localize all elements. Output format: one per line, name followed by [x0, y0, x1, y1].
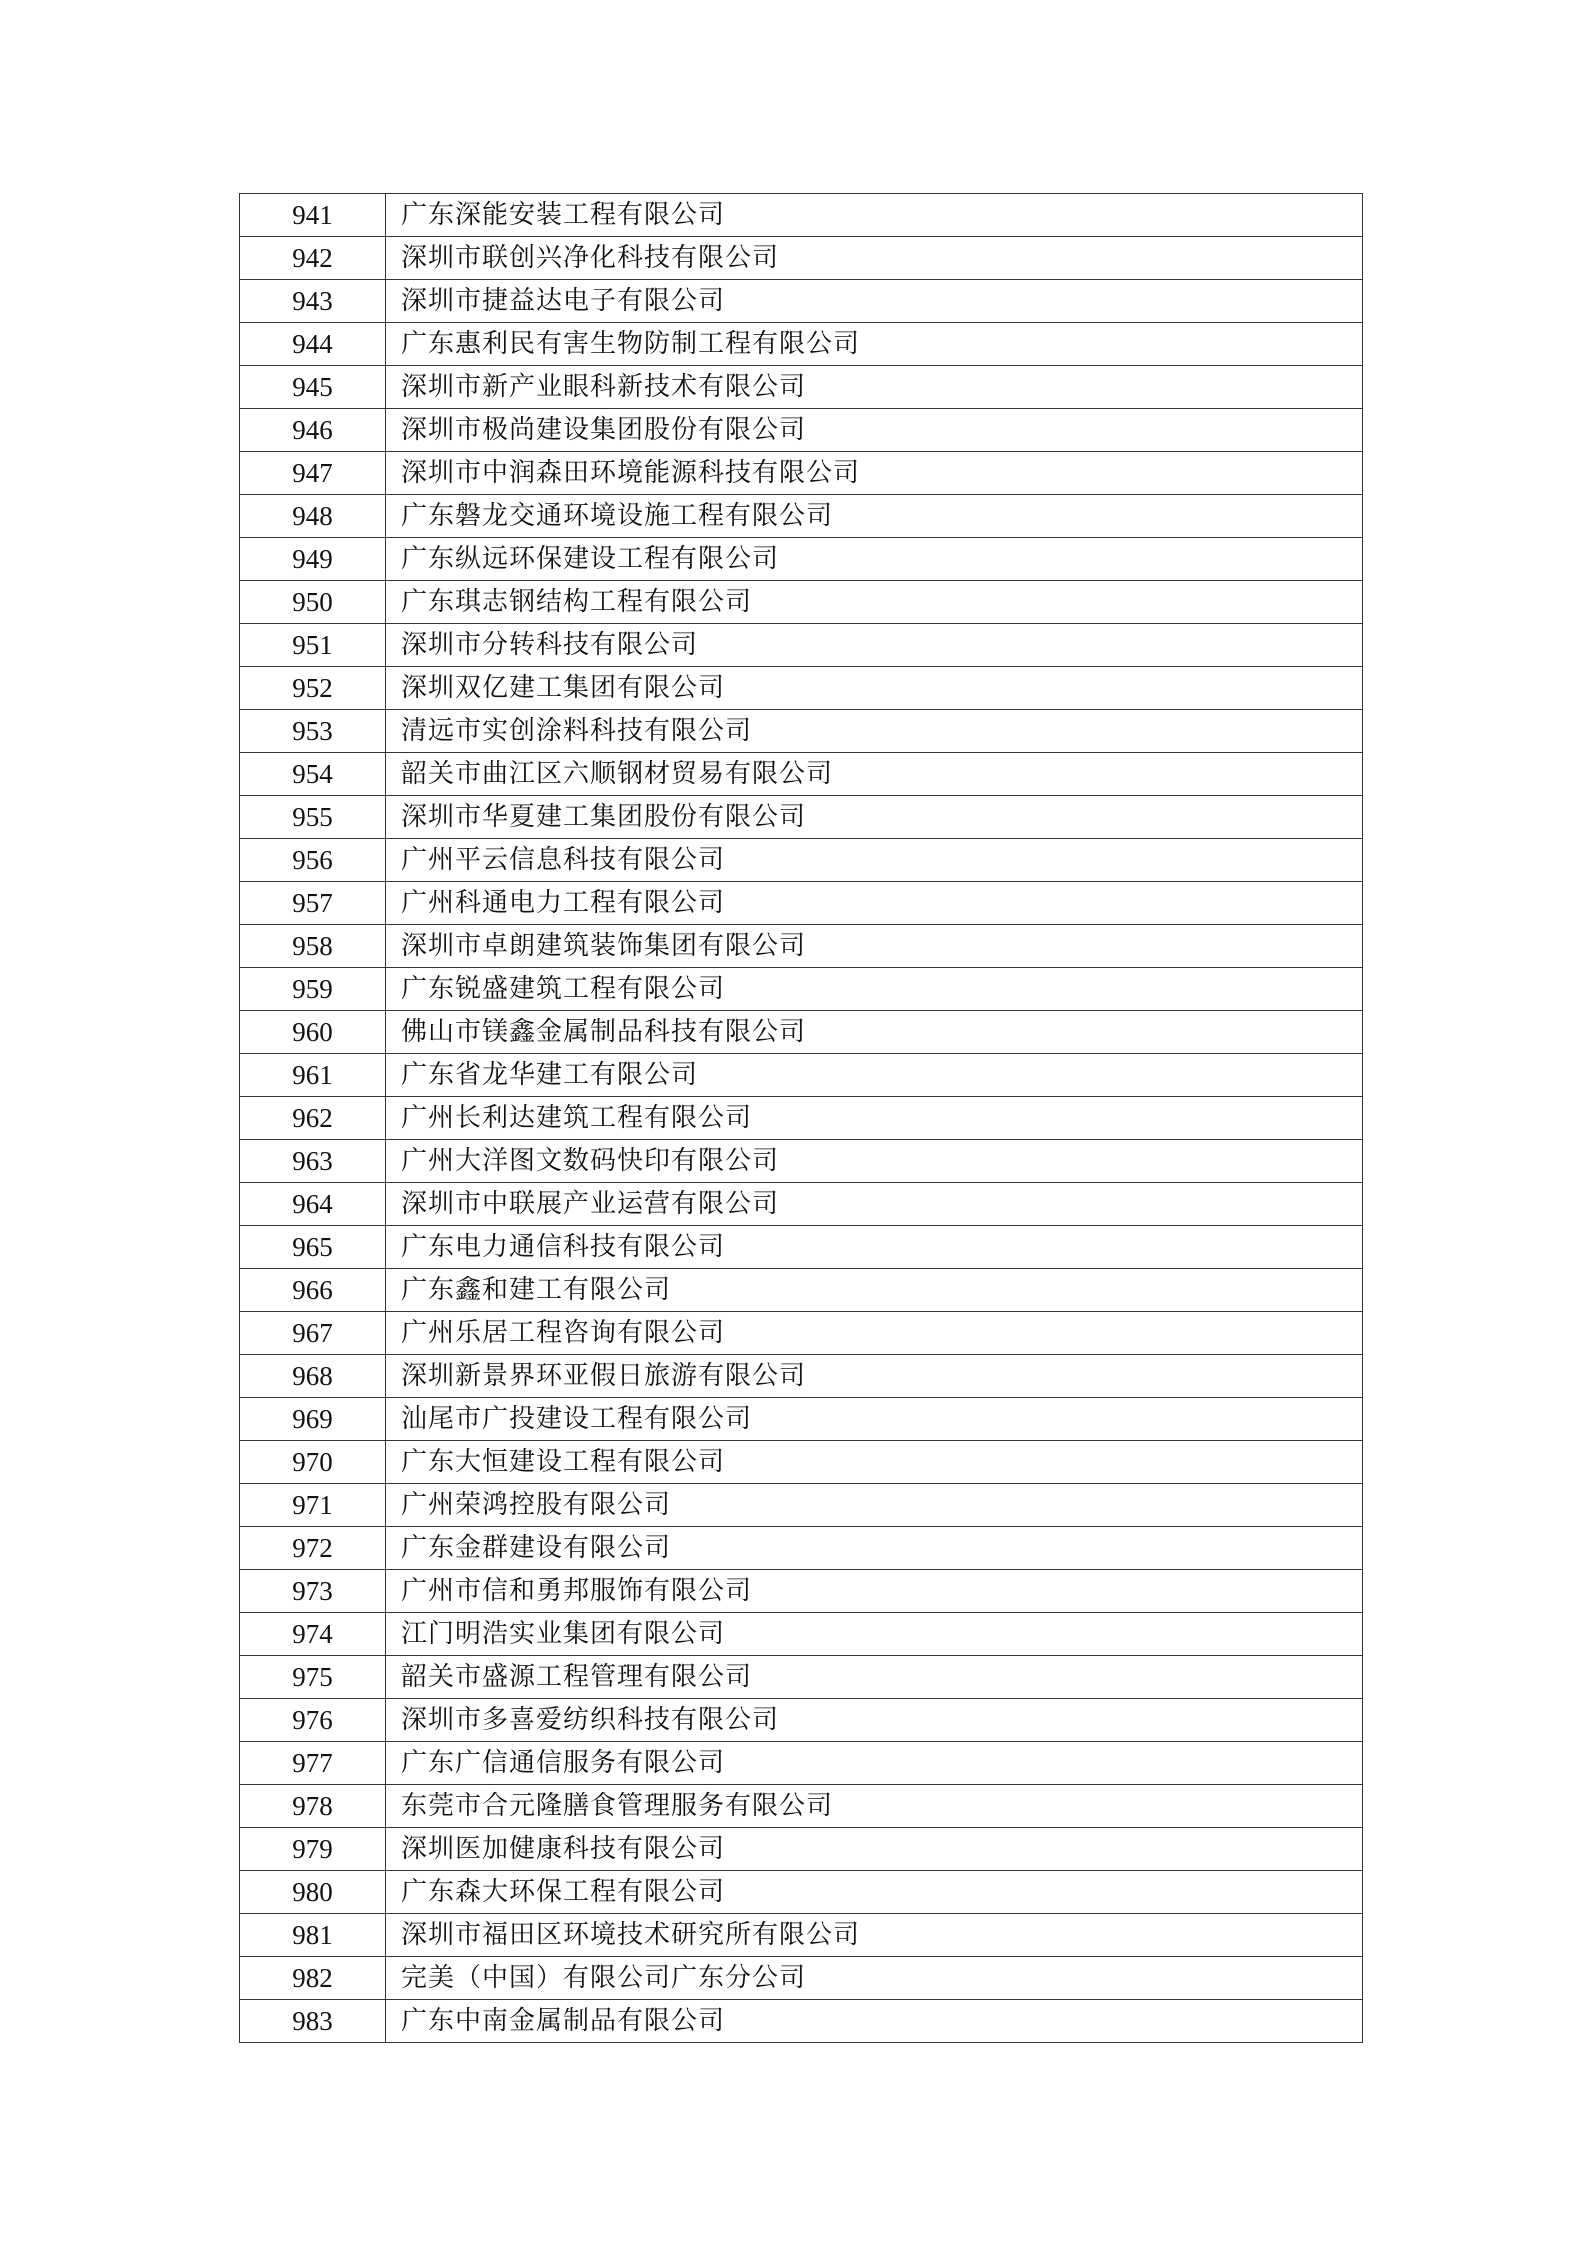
company-name: 广州长利达建筑工程有限公司 — [386, 1097, 1363, 1140]
table-row — [240, 1613, 1363, 1656]
row-number: 952 — [240, 667, 386, 710]
table-row — [240, 237, 1363, 280]
table-row — [240, 1957, 1363, 2000]
row-number: 978 — [240, 1785, 386, 1828]
company-name: 广东琪志钢结构工程有限公司 — [386, 581, 1363, 624]
company-name: 广东纵远环保建设工程有限公司 — [386, 538, 1363, 581]
row-number: 951 — [240, 624, 386, 667]
company-name: 深圳市卓朗建筑装饰集团有限公司 — [386, 925, 1363, 968]
table-row — [240, 624, 1363, 667]
table-row — [240, 1226, 1363, 1269]
table-row — [240, 1140, 1363, 1183]
company-name: 广东省龙华建工有限公司 — [386, 1054, 1363, 1097]
row-number: 963 — [240, 1140, 386, 1183]
table-row — [240, 1570, 1363, 1613]
company-name: 广州平云信息科技有限公司 — [386, 839, 1363, 882]
row-number: 964 — [240, 1183, 386, 1226]
company-name: 广东森大环保工程有限公司 — [386, 1871, 1363, 1914]
company-name: 江门明浩实业集团有限公司 — [386, 1613, 1363, 1656]
table-row — [240, 2000, 1363, 2043]
company-name: 深圳市多喜爱纺织科技有限公司 — [386, 1699, 1363, 1742]
row-number: 968 — [240, 1355, 386, 1398]
company-name: 深圳市华夏建工集团股份有限公司 — [386, 796, 1363, 839]
table-row — [240, 796, 1363, 839]
row-number: 966 — [240, 1269, 386, 1312]
company-name: 清远市实创涂料科技有限公司 — [386, 710, 1363, 753]
table-row — [240, 710, 1363, 753]
row-number: 946 — [240, 409, 386, 452]
row-number: 982 — [240, 1957, 386, 2000]
company-name: 广东中南金属制品有限公司 — [386, 2000, 1363, 2043]
company-name: 韶关市盛源工程管理有限公司 — [386, 1656, 1363, 1699]
row-number: 953 — [240, 710, 386, 753]
row-number: 976 — [240, 1699, 386, 1742]
table-row — [240, 667, 1363, 710]
company-name: 广东大恒建设工程有限公司 — [386, 1441, 1363, 1484]
row-number: 947 — [240, 452, 386, 495]
table-row — [240, 1699, 1363, 1742]
row-number: 979 — [240, 1828, 386, 1871]
table-row — [240, 366, 1363, 409]
row-number: 961 — [240, 1054, 386, 1097]
company-name: 深圳市新产业眼科新技术有限公司 — [386, 366, 1363, 409]
table-row — [240, 1097, 1363, 1140]
company-name: 广州大洋图文数码快印有限公司 — [386, 1140, 1363, 1183]
table-row — [240, 1398, 1363, 1441]
row-number: 973 — [240, 1570, 386, 1613]
company-name: 广东广信通信服务有限公司 — [386, 1742, 1363, 1785]
table-row — [240, 839, 1363, 882]
table-row — [240, 1355, 1363, 1398]
table-row — [240, 1054, 1363, 1097]
row-number: 980 — [240, 1871, 386, 1914]
row-number: 954 — [240, 753, 386, 796]
company-name: 完美（中国）有限公司广东分公司 — [386, 1957, 1363, 2000]
table-row — [240, 1484, 1363, 1527]
company-name: 深圳双亿建工集团有限公司 — [386, 667, 1363, 710]
row-number: 962 — [240, 1097, 386, 1140]
company-name: 佛山市镁鑫金属制品科技有限公司 — [386, 1011, 1363, 1054]
company-name: 深圳市中润森田环境能源科技有限公司 — [386, 452, 1363, 495]
company-name: 汕尾市广投建设工程有限公司 — [386, 1398, 1363, 1441]
table-row — [240, 1441, 1363, 1484]
table-row — [240, 1527, 1363, 1570]
table-row — [240, 753, 1363, 796]
table-row — [240, 1742, 1363, 1785]
table-row — [240, 538, 1363, 581]
table-row — [240, 1828, 1363, 1871]
company-name: 深圳市极尚建设集团股份有限公司 — [386, 409, 1363, 452]
company-name: 广东深能安装工程有限公司 — [386, 194, 1363, 237]
table-row — [240, 581, 1363, 624]
company-name: 深圳市福田区环境技术研究所有限公司 — [386, 1914, 1363, 1957]
company-name: 广州市信和勇邦服饰有限公司 — [386, 1570, 1363, 1613]
table-row — [240, 280, 1363, 323]
row-number: 970 — [240, 1441, 386, 1484]
table-row — [240, 495, 1363, 538]
row-number: 967 — [240, 1312, 386, 1355]
table-row — [240, 409, 1363, 452]
company-name: 广州荣鸿控股有限公司 — [386, 1484, 1363, 1527]
table-body — [240, 194, 1363, 2043]
row-number: 975 — [240, 1656, 386, 1699]
row-number: 965 — [240, 1226, 386, 1269]
row-number: 972 — [240, 1527, 386, 1570]
table-row — [240, 323, 1363, 366]
table-row — [240, 1011, 1363, 1054]
table-row — [240, 882, 1363, 925]
table-row — [240, 1656, 1363, 1699]
row-number: 960 — [240, 1011, 386, 1054]
company-name: 广东惠利民有害生物防制工程有限公司 — [386, 323, 1363, 366]
table-row — [240, 925, 1363, 968]
company-name: 广州乐居工程咨询有限公司 — [386, 1312, 1363, 1355]
row-number: 955 — [240, 796, 386, 839]
row-number: 957 — [240, 882, 386, 925]
row-number: 956 — [240, 839, 386, 882]
row-number: 983 — [240, 2000, 386, 2043]
table-row — [240, 1871, 1363, 1914]
row-number: 969 — [240, 1398, 386, 1441]
row-number: 974 — [240, 1613, 386, 1656]
row-number: 941 — [240, 194, 386, 237]
row-number: 948 — [240, 495, 386, 538]
row-number: 959 — [240, 968, 386, 1011]
company-name: 广东鑫和建工有限公司 — [386, 1269, 1363, 1312]
row-number: 945 — [240, 366, 386, 409]
company-name: 广东金群建设有限公司 — [386, 1527, 1363, 1570]
company-name: 深圳市捷益达电子有限公司 — [386, 280, 1363, 323]
row-number: 971 — [240, 1484, 386, 1527]
table-row — [240, 1183, 1363, 1226]
company-list-table — [239, 193, 1363, 2043]
row-number: 942 — [240, 237, 386, 280]
company-name: 深圳医加健康科技有限公司 — [386, 1828, 1363, 1871]
table-row — [240, 1269, 1363, 1312]
company-name: 广东磐龙交通环境设施工程有限公司 — [386, 495, 1363, 538]
row-number: 949 — [240, 538, 386, 581]
table-row — [240, 1914, 1363, 1957]
row-number: 977 — [240, 1742, 386, 1785]
row-number: 958 — [240, 925, 386, 968]
row-number: 944 — [240, 323, 386, 366]
table-row — [240, 194, 1363, 237]
row-number: 981 — [240, 1914, 386, 1957]
company-name: 广东电力通信科技有限公司 — [386, 1226, 1363, 1269]
row-number: 943 — [240, 280, 386, 323]
company-name: 东莞市合元隆膳食管理服务有限公司 — [386, 1785, 1363, 1828]
table-row — [240, 1312, 1363, 1355]
company-name: 深圳市联创兴净化科技有限公司 — [386, 237, 1363, 280]
company-name: 深圳市分转科技有限公司 — [386, 624, 1363, 667]
company-name: 深圳市中联展产业运营有限公司 — [386, 1183, 1363, 1226]
table-row — [240, 452, 1363, 495]
company-name: 广东锐盛建筑工程有限公司 — [386, 968, 1363, 1011]
company-name: 广州科通电力工程有限公司 — [386, 882, 1363, 925]
company-name: 深圳新景界环亚假日旅游有限公司 — [386, 1355, 1363, 1398]
table-row — [240, 1785, 1363, 1828]
row-number: 950 — [240, 581, 386, 624]
company-name: 韶关市曲江区六顺钢材贸易有限公司 — [386, 753, 1363, 796]
table-row — [240, 968, 1363, 1011]
